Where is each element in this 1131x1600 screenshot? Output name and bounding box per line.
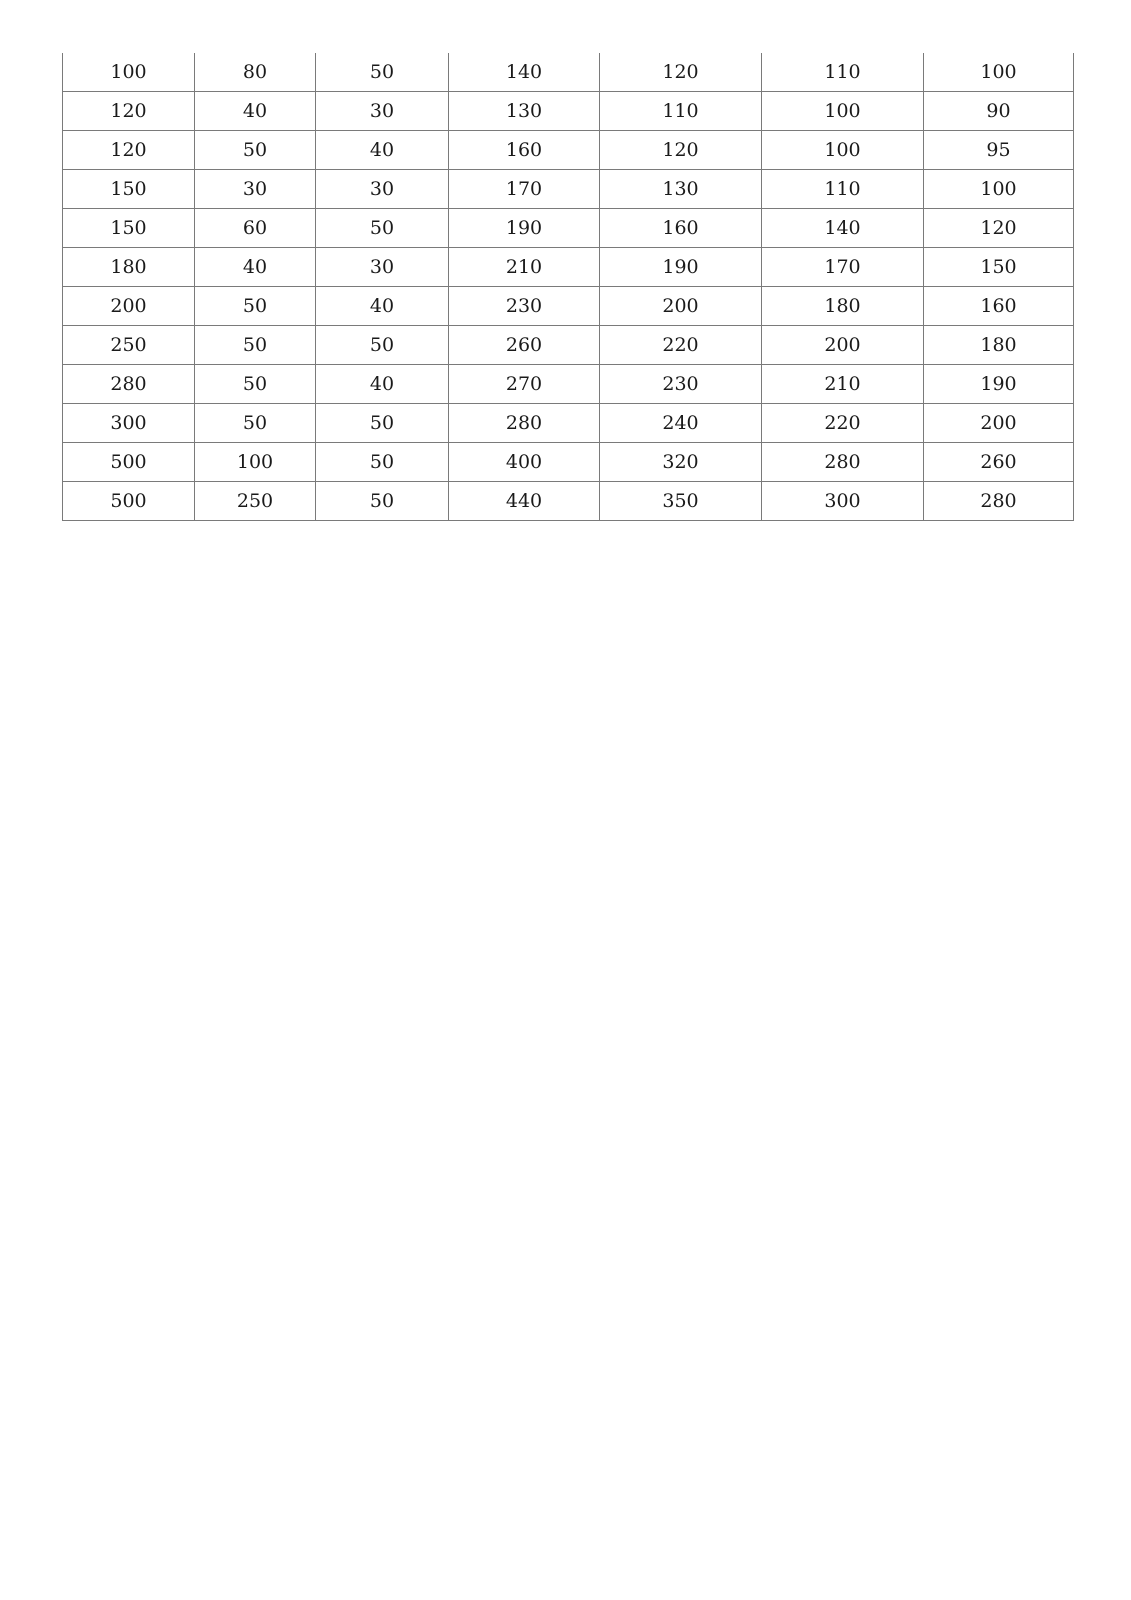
- table-cell: 120: [63, 131, 195, 170]
- table-cell: 280: [449, 404, 600, 443]
- table-row: [63, 482, 1074, 521]
- table-cell: 50: [195, 131, 316, 170]
- table-cell: 180: [63, 248, 195, 287]
- table-cell: 95: [924, 131, 1074, 170]
- table-cell: 230: [449, 287, 600, 326]
- table-cell: 240: [600, 404, 762, 443]
- table-cell: 110: [600, 92, 762, 131]
- table-cell: 260: [924, 443, 1074, 482]
- table-cell: 40: [316, 365, 449, 404]
- table-cell: 40: [316, 131, 449, 170]
- table-cell: 50: [316, 482, 449, 521]
- table-cell: 300: [762, 482, 924, 521]
- table-cell: 350: [600, 482, 762, 521]
- table-cell: 50: [195, 287, 316, 326]
- table-row: [63, 443, 1074, 482]
- table-cell: 50: [195, 326, 316, 365]
- table-cell: 90: [924, 92, 1074, 131]
- table-cell: 260: [449, 326, 600, 365]
- table-cell: 50: [316, 404, 449, 443]
- table-row: [63, 365, 1074, 404]
- table-cell: 230: [600, 365, 762, 404]
- table-cell: 170: [449, 170, 600, 209]
- table-cell: 220: [600, 326, 762, 365]
- table-row: [63, 53, 1074, 92]
- table-cell: 30: [316, 92, 449, 131]
- table-cell: 40: [195, 248, 316, 287]
- table-cell: 220: [762, 404, 924, 443]
- table-cell: 270: [449, 365, 600, 404]
- table-cell: 250: [63, 326, 195, 365]
- table-cell: 40: [195, 92, 316, 131]
- table-cell: 120: [924, 209, 1074, 248]
- table-cell: 30: [316, 248, 449, 287]
- table-cell: 500: [63, 443, 195, 482]
- table-cell: 40: [316, 287, 449, 326]
- table-cell: 280: [762, 443, 924, 482]
- table-cell: 140: [762, 209, 924, 248]
- table-cell: 280: [924, 482, 1074, 521]
- table-row: [63, 326, 1074, 365]
- table-cell: 100: [924, 53, 1074, 92]
- table-cell: 170: [762, 248, 924, 287]
- table-cell: 100: [924, 170, 1074, 209]
- table-row: [63, 92, 1074, 131]
- table-cell: 200: [63, 287, 195, 326]
- table-cell: 120: [63, 92, 195, 131]
- table-row: [63, 404, 1074, 443]
- table-row: [63, 131, 1074, 170]
- table-cell: 110: [762, 53, 924, 92]
- table-cell: 50: [316, 53, 449, 92]
- table-cell: 200: [600, 287, 762, 326]
- table-cell: 500: [63, 482, 195, 521]
- table-cell: 200: [924, 404, 1074, 443]
- table-cell: 160: [600, 209, 762, 248]
- table-cell: 80: [195, 53, 316, 92]
- table-cell: 30: [316, 170, 449, 209]
- table-cell: 180: [924, 326, 1074, 365]
- table-row: [63, 170, 1074, 209]
- table-cell: 100: [195, 443, 316, 482]
- table-cell: 120: [600, 131, 762, 170]
- table-cell: 440: [449, 482, 600, 521]
- table-cell: 320: [600, 443, 762, 482]
- table-cell: 100: [762, 131, 924, 170]
- table-cell: 160: [449, 131, 600, 170]
- table-cell: 50: [316, 209, 449, 248]
- table-cell: 130: [449, 92, 600, 131]
- table-cell: 50: [316, 443, 449, 482]
- table-cell: 300: [63, 404, 195, 443]
- table-row: [63, 209, 1074, 248]
- table-cell: 60: [195, 209, 316, 248]
- table-cell: 100: [762, 92, 924, 131]
- data-table: [62, 53, 1074, 521]
- table-cell: 100: [63, 53, 195, 92]
- table-cell: 50: [195, 404, 316, 443]
- table-cell: 150: [63, 170, 195, 209]
- table-cell: 400: [449, 443, 600, 482]
- table-cell: 110: [762, 170, 924, 209]
- table-cell: 120: [600, 53, 762, 92]
- table-cell: 50: [316, 326, 449, 365]
- table-cell: 50: [195, 365, 316, 404]
- table-cell: 140: [449, 53, 600, 92]
- table-cell: 130: [600, 170, 762, 209]
- table-cell: 30: [195, 170, 316, 209]
- table-cell: 210: [449, 248, 600, 287]
- table-cell: 190: [924, 365, 1074, 404]
- table-cell: 190: [600, 248, 762, 287]
- table-cell: 250: [195, 482, 316, 521]
- table-row: [63, 248, 1074, 287]
- table-cell: 150: [63, 209, 195, 248]
- table-cell: 280: [63, 365, 195, 404]
- table-cell: 160: [924, 287, 1074, 326]
- table-row: [63, 287, 1074, 326]
- table-body: [63, 53, 1074, 521]
- table-cell: 180: [762, 287, 924, 326]
- table-cell: 210: [762, 365, 924, 404]
- table-cell: 190: [449, 209, 600, 248]
- table-cell: 200: [762, 326, 924, 365]
- table-cell: 150: [924, 248, 1074, 287]
